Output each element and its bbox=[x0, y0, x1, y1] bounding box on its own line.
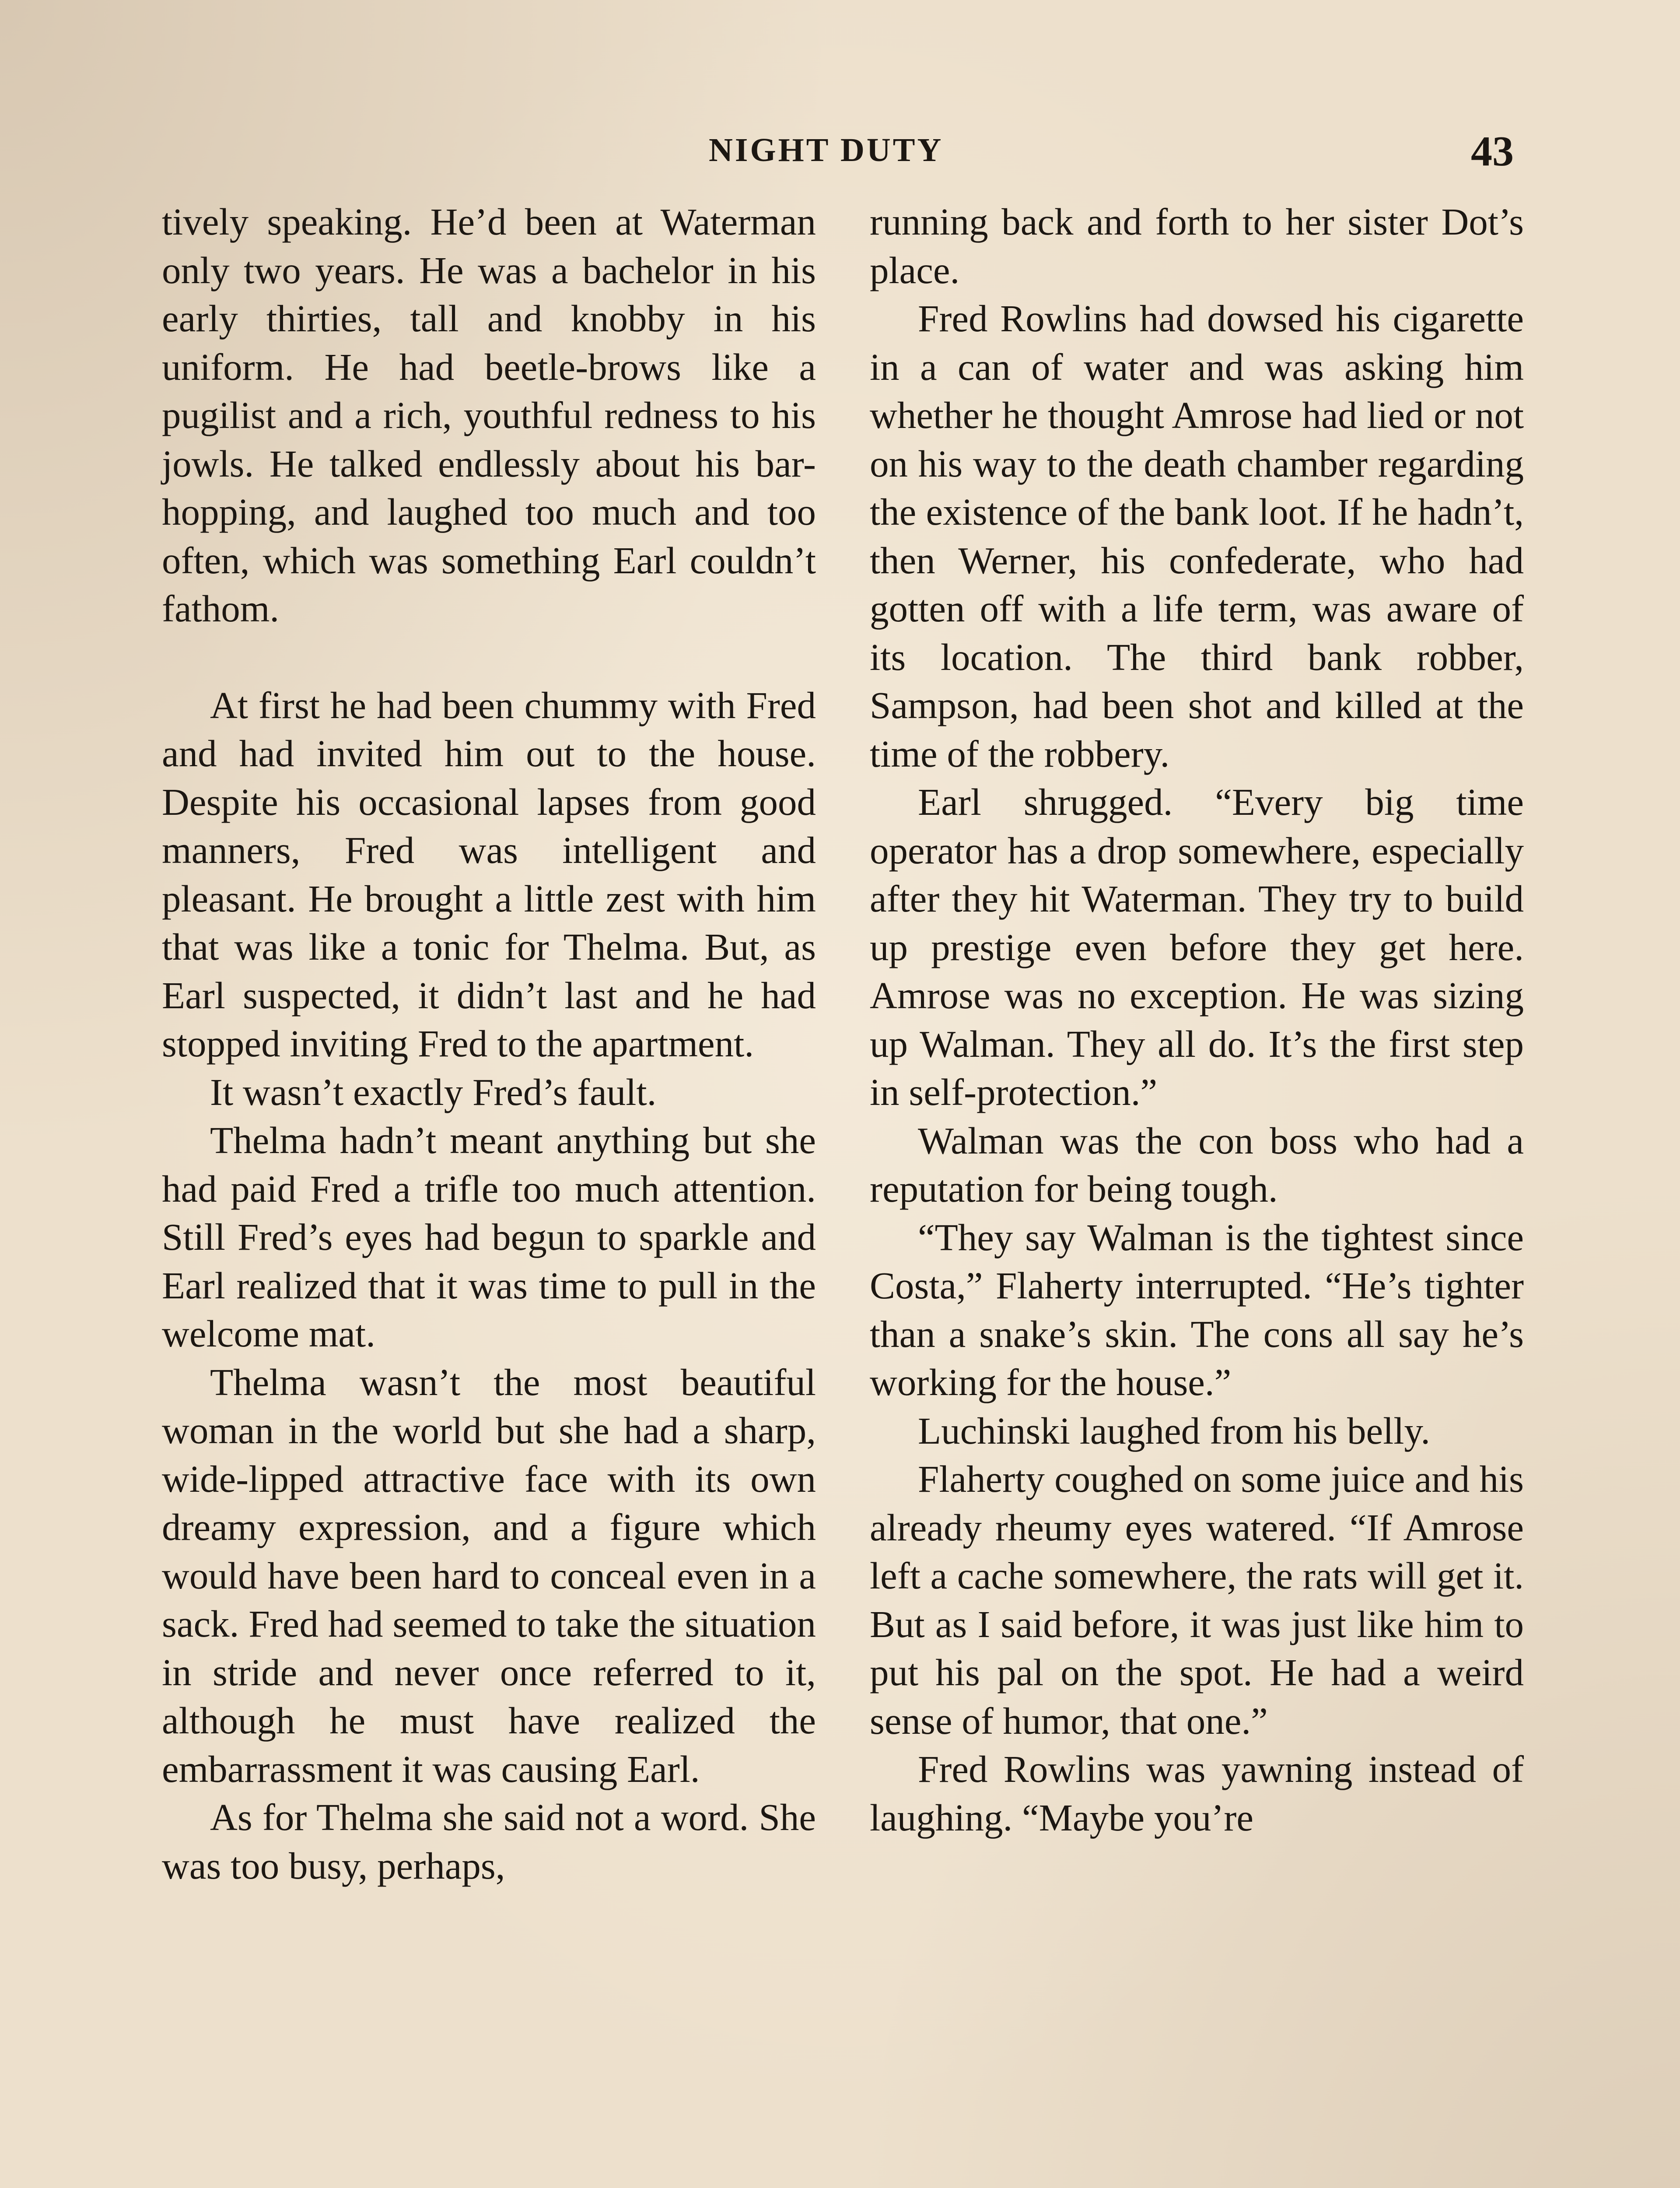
right-column bbox=[870, 198, 1524, 1842]
paragraph: Thelma hadn’t meant anything but she had paid Fred a trifle too much attention. Still Fred’s eyes had begun to sparkle and Earl realized that it was time to pull in the welcome mat. bbox=[162, 1119, 816, 1355]
paragraph: As for Thelma she said not a word. She was too busy, perhaps, bbox=[162, 1796, 816, 1887]
paragraph: “They say Walman is the tightest since Costa,” Flaherty interrupted. “He’s tighter than a snake’s skin. The cons all say he’s working for the house.” bbox=[870, 1216, 1524, 1403]
page-number: 43 bbox=[1471, 128, 1514, 175]
paragraph: Fred Rowlins had dowsed his cigarette in a can of water and was asking him whether he thought Amrose had lied or not on his way to the death chamber regarding the existence of the bank loot. If he hadn’t, then Werner, his confederate, who had gotten off with a life term, was aware of its location. The third bank robber, Sampson, had been shot and killed at the time of the robbery. bbox=[870, 297, 1524, 775]
paragraph: At first he had been chummy with Fred and had invited him out to the house. Despite his occasional lapses from good manners, Fred was intelligent and pleasant. He brought a little zest with him that was like a tonic for Thelma. But, as Earl suspected, it didn’t last and he had stopped inviting Fred to the apartment. bbox=[162, 684, 816, 1065]
paragraph: tively speaking. He’d been at Waterman only two years. He was a bachelor in his early thirties, tall and knobby in his uniform. He had beetle-brows like a pugilist and a rich, youthful redness to his jowls. He talked endlessly about his bar-hopping, and laughed too much and too often, which was something Earl couldn’t fathom. bbox=[162, 200, 816, 630]
paragraph: Thelma wasn’t the most beautiful woman in the world but she had a sharp, wide-lipped attractive face with its own dreamy expression, and a figure which would have been hard to conceal even in a sack. Fred had seemed to take the situation in stride and never once referred to it, although he must have realized the embarrassment it was causing Earl. bbox=[162, 1360, 816, 1790]
paragraph: Walman was the con boss who had a reputation for being tough. bbox=[870, 1119, 1524, 1210]
paragraph: running back and forth to her sister Dot’s place. bbox=[870, 200, 1524, 291]
running-head: NIGHT DUTY bbox=[709, 132, 944, 168]
paragraph: Luchinski laughed from his belly. bbox=[918, 1409, 1431, 1452]
paragraph: It wasn’t exactly Fred’s fault. bbox=[210, 1070, 657, 1113]
left-column bbox=[162, 198, 816, 1890]
paragraph: Earl shrugged. “Every big time operator has a drop somewhere, especially after they hit Waterman. They try to build up prestige even before they get here. Amrose was no exception. He was sizing up Walman. They all do. It’s the first step in self-protection.” bbox=[870, 781, 1524, 1113]
paragraph: Flaherty coughed on some juice and his already rheumy eyes watered. “If Amrose left a cache somewhere, the rats will get it. But as I said before, it was just like him to put his pal on the spot. He had a weird sense of humor, that one.” bbox=[870, 1458, 1524, 1742]
paragraph: Fred Rowlins was yawning instead of laughing. “Maybe you’re bbox=[870, 1748, 1524, 1839]
